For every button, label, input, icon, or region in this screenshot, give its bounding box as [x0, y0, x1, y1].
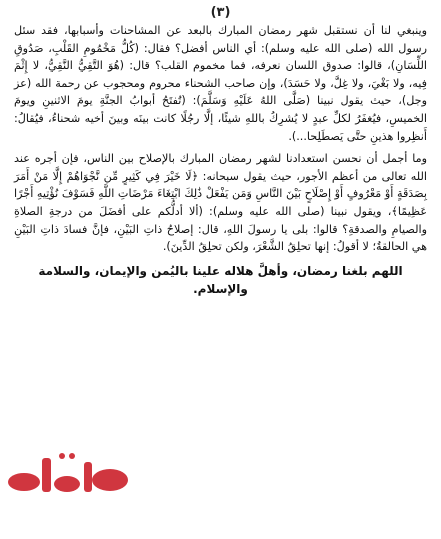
watermark-blob-3 [92, 469, 128, 491]
watermark-dot-1 [59, 453, 65, 459]
watermark-blob-2 [54, 476, 80, 492]
watermark-blob-1 [8, 473, 40, 491]
page-number: (٣) [210, 5, 231, 20]
watermark-logo [2, 444, 142, 504]
watermark-dot-2 [69, 453, 75, 459]
closing-prayer: اللهم بلغنا رمضان، وأهلَّ هلاله علينا باليُمن والإيمان، والسلامة والإسلام. [38, 263, 403, 296]
paragraph-2: وما أجمل أن نحسن استعدادنا لشهر رمضان المبارك بالإصلاح بين الناس، فإن أجره عند الله تعالى من أعظم الأجور، حيث يقول سبحانه: ﴿لَا خَيْرَ فِي كَثِيرٍ مِّن نَّجْوَاهُمْ إِلَّا مَنْ أَمَرَ بِصَدَقَةٍ أَوْ مَعْرُوفٍ أَوْ إِصْلَاحٍ بَيْنَ النَّاسِ وَمَن يَفْعَلْ ذَٰلِكَ ابْتِغَاءَ مَرْضَاتِ اللَّهِ فَسَوْفَ نُؤْتِيهِ أَجْرًا عَظِيمًا﴾، ويقول نبينا (صلى الله عليه وسلم): (ألا أدلُّكم على أفضَلَ من درجةِ الصلاةِ والصيامِ والصدقةِ؟ قالوا: بلى يا رسولَ اللهِ، قال: إصلاحُ ذاتِ البَيْنِ، فإنَّ فسادَ ذاتِ البَيْنِ هي الحالقةُ؛ لا أقولُ: إنها تحلِقُ الشَّعْرَ، ولكن تحلِقُ الدِّينَ). [14, 152, 427, 254]
watermark-stroke-1 [42, 458, 51, 492]
watermark-stroke-2 [84, 462, 92, 492]
paragraph-1: وينبغي لنا أن نستقبل شهر رمضان المبارك بالبعد عن المشاحنات وأسبابها، فقد سئل رسول الله (صلى الله عليه وسلم): أي الناس أفضل؟ فقال: (كُلُّ مَخْمُومِ القَلْبِ، صَدُوقِ اللِّسَانِ)، قالوا: صدوق اللسان نعرفه، فما مخموم القلب؟ قال: (هُوَ التَّقِيُّ النَّقِيُّ، لا إِثْمَ فِيه، ولا بَغْيَ، ولا غِلَّ، ولا حَسَدَ)، وإن صاحب الشحناء محروم ومحجوب عن رحمة الله (عز وجل)، حيث يقول نبينا (صَلَّى اللهُ عَلَيْهِ وَسَلَّمَ): (تُفتَحُ أبوابُ الجنَّةِ يومَ الاثنينِ ويومَ الخميسِ، فيُغفَرُ لكلِّ عبدٍ لا يُشرِكُ باللهِ شيئًا، إلَّا رجُلًا كانت بينَه وبينَ أخيه شحناءُ، فيُقالُ: أَنظِروا هذينِ حتَّى يَصطَلِحا...). [14, 24, 427, 143]
